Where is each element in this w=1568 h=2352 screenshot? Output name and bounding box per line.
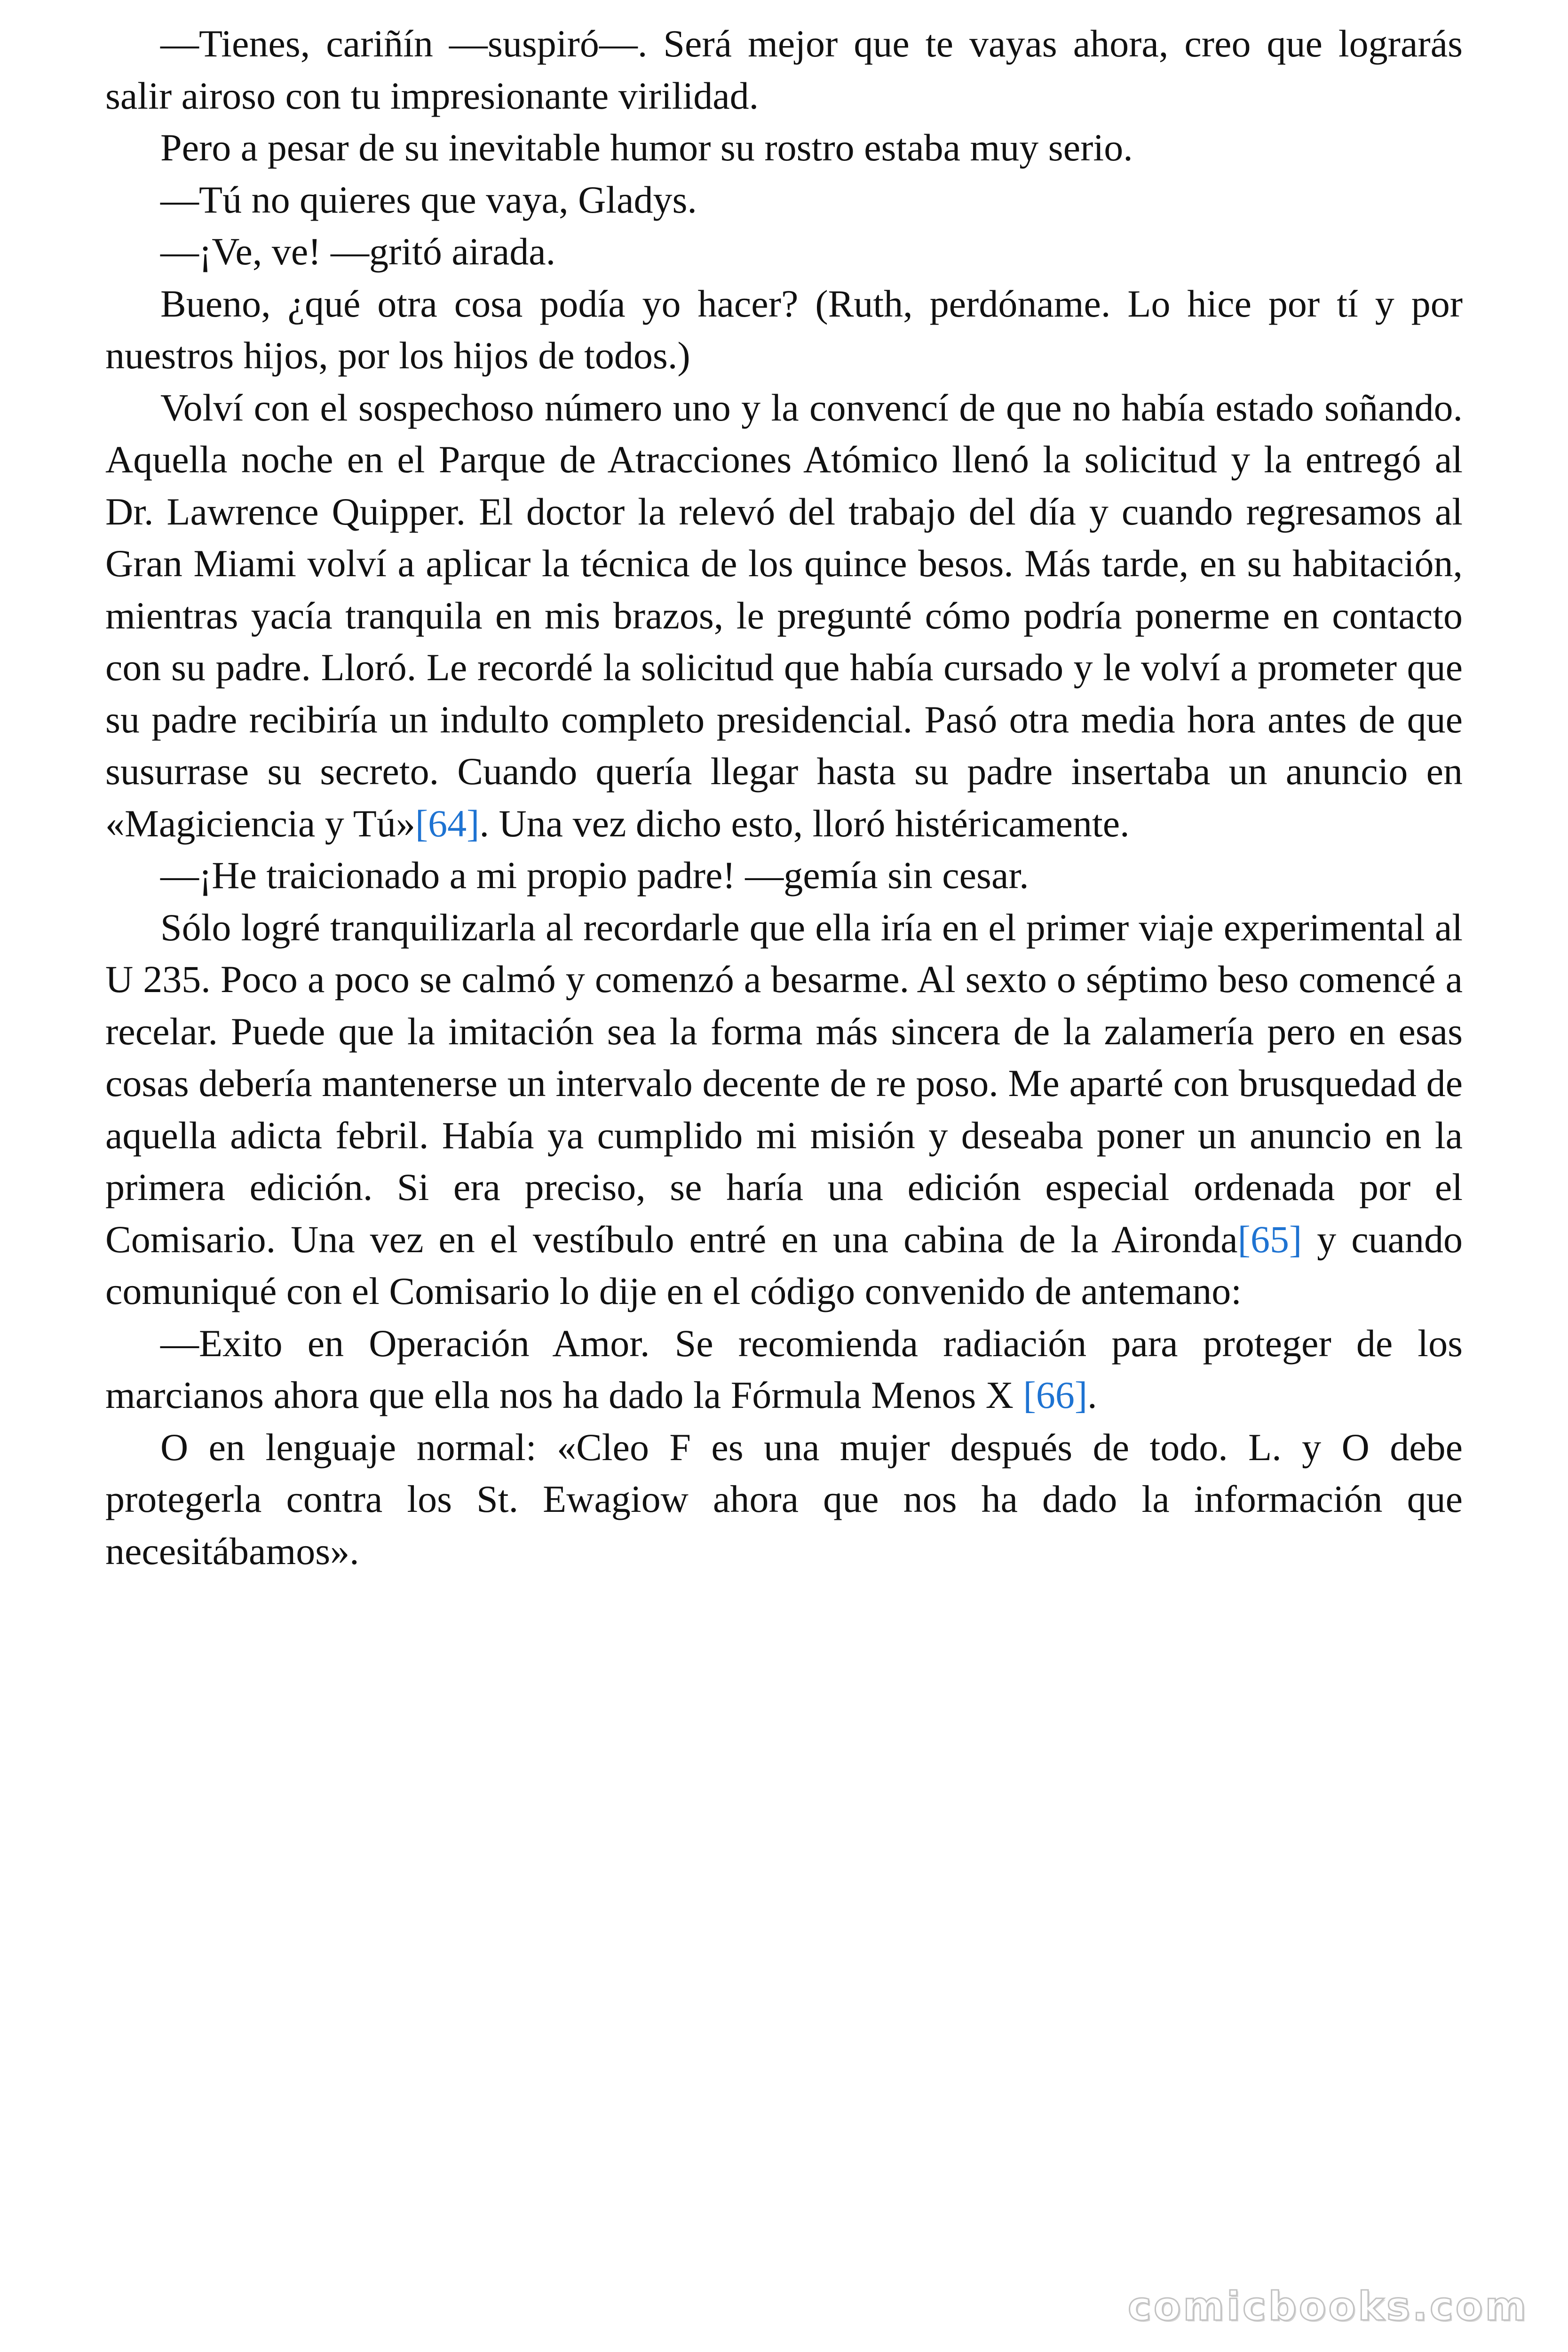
paragraph-text: . <box>1087 1374 1097 1416</box>
paragraph-text: O en lenguaje normal: «Cleo F es una mujer después de todo. L. y O debe protegerla contra los St. Ewagiow ahora que nos ha dado la información que necesitábamos». <box>105 1425 1463 1573</box>
paragraph <box>105 1318 1463 1422</box>
paragraph <box>105 850 1463 902</box>
footnote-link-64[interactable]: [64] <box>415 802 480 845</box>
paragraph-text: —Tienes, cariñín —suspiró—. Será mejor que te vayas ahora, creo que lograrás salir airoso con tu impresionante virilidad. <box>105 22 1463 117</box>
footnote-link-66[interactable]: [66] <box>1023 1374 1088 1416</box>
paragraph-text: Sólo logré tranquilizarla al recordarle que ella iría en el primer viaje experimental al U 235. Poco a poco se calmó y comenzó a besarme. Al sexto o séptimo beso comencé a recelar. Puede que la imitación sea la forma más sincera de la zalamería pero en esas cosas debería mantenerse un intervalo decente de re poso. Me aparté con brusquedad de aquella adicta febril. Había ya cumplido mi misión y deseaba poner un anuncio en la primera edición. Si era preciso, se haría una edición especial ordenada por el Comisario. Una vez en el vestíbulo entré en una cabina de la Aironda <box>105 906 1463 1261</box>
paragraph-text: —¡Ve, ve! —gritó airada. <box>160 230 556 273</box>
paragraph <box>105 226 1463 278</box>
paragraph <box>105 902 1463 1318</box>
paragraph <box>105 18 1463 122</box>
paragraph <box>105 122 1463 174</box>
paragraph-text: Volví con el sospechoso número uno y la convencí de que no había estado soñando. Aquella noche en el Parque de Atracciones Atómico llenó la solicitud y la entregó al Dr. Lawrence Quipper. El doctor la relevó del trabajo del día y cuando regresamos al Gran Miami volví a aplicar la técnica de los quince besos. Más tarde, en su habitación, mientras yacía tranquila en mis brazos, le pregunté cómo podría ponerme en contacto con su padre. Lloró. Le recordé la solicitud que había cursado y le volví a prometer que su padre recibiría un indulto completo presidencial. Pasó otra media hora antes de que susurrase su secreto. Cuando quería llegar hasta su padre insertaba un anuncio en «Magiciencia y Tú» <box>105 386 1463 845</box>
footnote-link-65[interactable]: [65] <box>1237 1217 1302 1261</box>
paragraph-text: Bueno, ¿qué otra cosa podía yo hacer? (Ruth, perdóname. Lo hice por tí y por nuestros hijos, por los hijos de todos.) <box>105 282 1463 377</box>
paragraph-text: —Tú no quieres que vaya, Gladys. <box>160 178 697 221</box>
paragraph-text: —¡He traicionado a mi propio padre! —gemía sin cesar. <box>160 854 1029 897</box>
watermark-logo: comicbooks.com <box>1128 2283 1528 2329</box>
paragraph-text: Pero a pesar de su inevitable humor su rostro estaba muy serio. <box>160 126 1133 169</box>
paragraph <box>105 174 1463 226</box>
paragraph-text: y cuando comuniqué con el Comisario lo dije en el código convenido de antemano: <box>105 1217 1463 1312</box>
paragraph-text: —Exito en Operación Amor. Se recomienda radiación para proteger de los marcianos ahora que ella nos ha dado la Fórmula Menos X <box>105 1321 1463 1416</box>
paragraph <box>105 1422 1463 1578</box>
paragraph <box>105 382 1463 850</box>
page-body <box>105 18 1463 1577</box>
paragraph-text: . Una vez dicho esto, lloró histéricamente. <box>479 802 1130 845</box>
paragraph <box>105 278 1463 382</box>
